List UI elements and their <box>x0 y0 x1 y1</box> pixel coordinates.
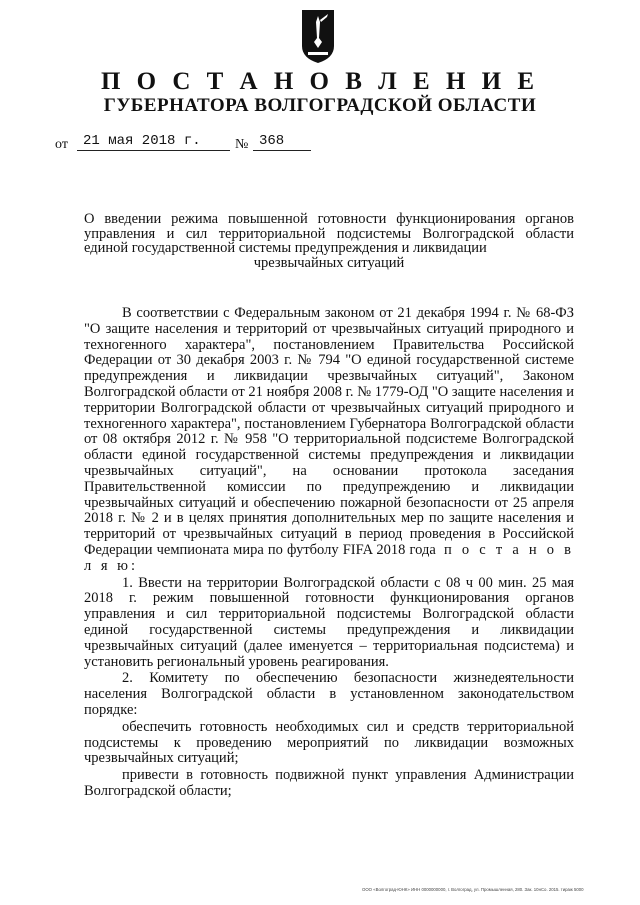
coat-of-arms-emblem <box>300 8 336 64</box>
number-underline <box>253 150 311 151</box>
document-body <box>84 306 574 800</box>
subject-text-end: чрезвычайных ситуаций <box>253 254 405 271</box>
subject-text: О введении режима повышенной готовности функционирования органов управления и сил территориальной подсистемы Волгоградской области единой государственной системы предупреждения и ликвидации <box>84 211 574 256</box>
issuing-authority: ГУБЕРНАТОРА ВОЛГОГРАДСКОЙ ОБЛАСТИ <box>103 95 537 116</box>
clause-2-item-1: обеспечить готовность необходимых сил и средств территориальной подсистемы к проведению мероприятий по ликвидации возможных чрезвычайных ситуаций; <box>84 718 574 767</box>
date-label: от <box>55 137 68 152</box>
preamble-paragraph <box>84 306 574 575</box>
preamble-text: В соответствии с Федеральным законом от 21 декабря 1994 г. № 68-ФЗ "О защите населения и территорий от чрезвычайных ситуаций природного и техногенного характера", постановлением Правительства Российской Федерации от 30 декабря 2003 г. № 794 "О единой государственной системе предупреждения и ликвидации чрезвычайных ситуаций", Законом Волгоградской области от 21 ноября 2008 г. № 1779-ОД "О защите населения и территории Волгоградской области от чрезвычайных ситуаций природного и техногенного характера", постановлением Губернатора Волгоградской области от 08 октября 2012 г. № 958 "О территориальной подсистеме Волгоградской области единой государственной системы предупреждения и ликвидации чрезвычайных ситуаций", на основании протокола заседания Правительственной комиссии по предупреждению и ликвидации чрезвычайных ситуаций и обеспечению пожарной безопасности от 25 апреля 2018 г. № 2 и в целях принятия дополнительных мер по защите населения и территорий от чрезвычайных ситуаций в период проведения в Российской Федерации чемпионата мира по футболу FIFA 2018 года <box>84 305 574 558</box>
clause-2-item-2: привести в готовность подвижной пункт управления Администрации Волгоградской области; <box>84 767 574 799</box>
document-type-title: П О С Т А Н О В Л Е Н И Е <box>100 68 540 95</box>
number-label: № <box>235 137 249 152</box>
clause-2: 2. Комитету по обеспечению безопасности жизнедеятельности населения Волгоградской области в установленном законодательством порядке: <box>84 670 574 718</box>
clause-1: 1. Ввести на территории Волгоградской области с 08 ч 00 мин. 25 мая 2018 г. режим повышенной готовности функционирования органов управления и сил территориальной подсистемы Волгоградской области единой государственной системы предупреждения и ликвидации чрезвычайных ситуаций (далее именуется – территориальная подсистема) и установить региональный уровень реагирования. <box>84 574 574 670</box>
decree-word: п о с т а н о в л я ю: <box>84 541 575 574</box>
printer-imprint: ООО «Волгоград-ЮНК» ИНН 0000000000, г. Волгоград, ул. Промышленная, 280. Зак. 10нСо. 2015. тираж 5000 <box>362 887 584 892</box>
document-date: 21 мая 2018 г. <box>83 133 201 149</box>
document-number-line <box>55 131 355 153</box>
document-number: 368 <box>259 133 285 149</box>
document-subject <box>84 212 574 270</box>
date-underline <box>77 150 230 151</box>
